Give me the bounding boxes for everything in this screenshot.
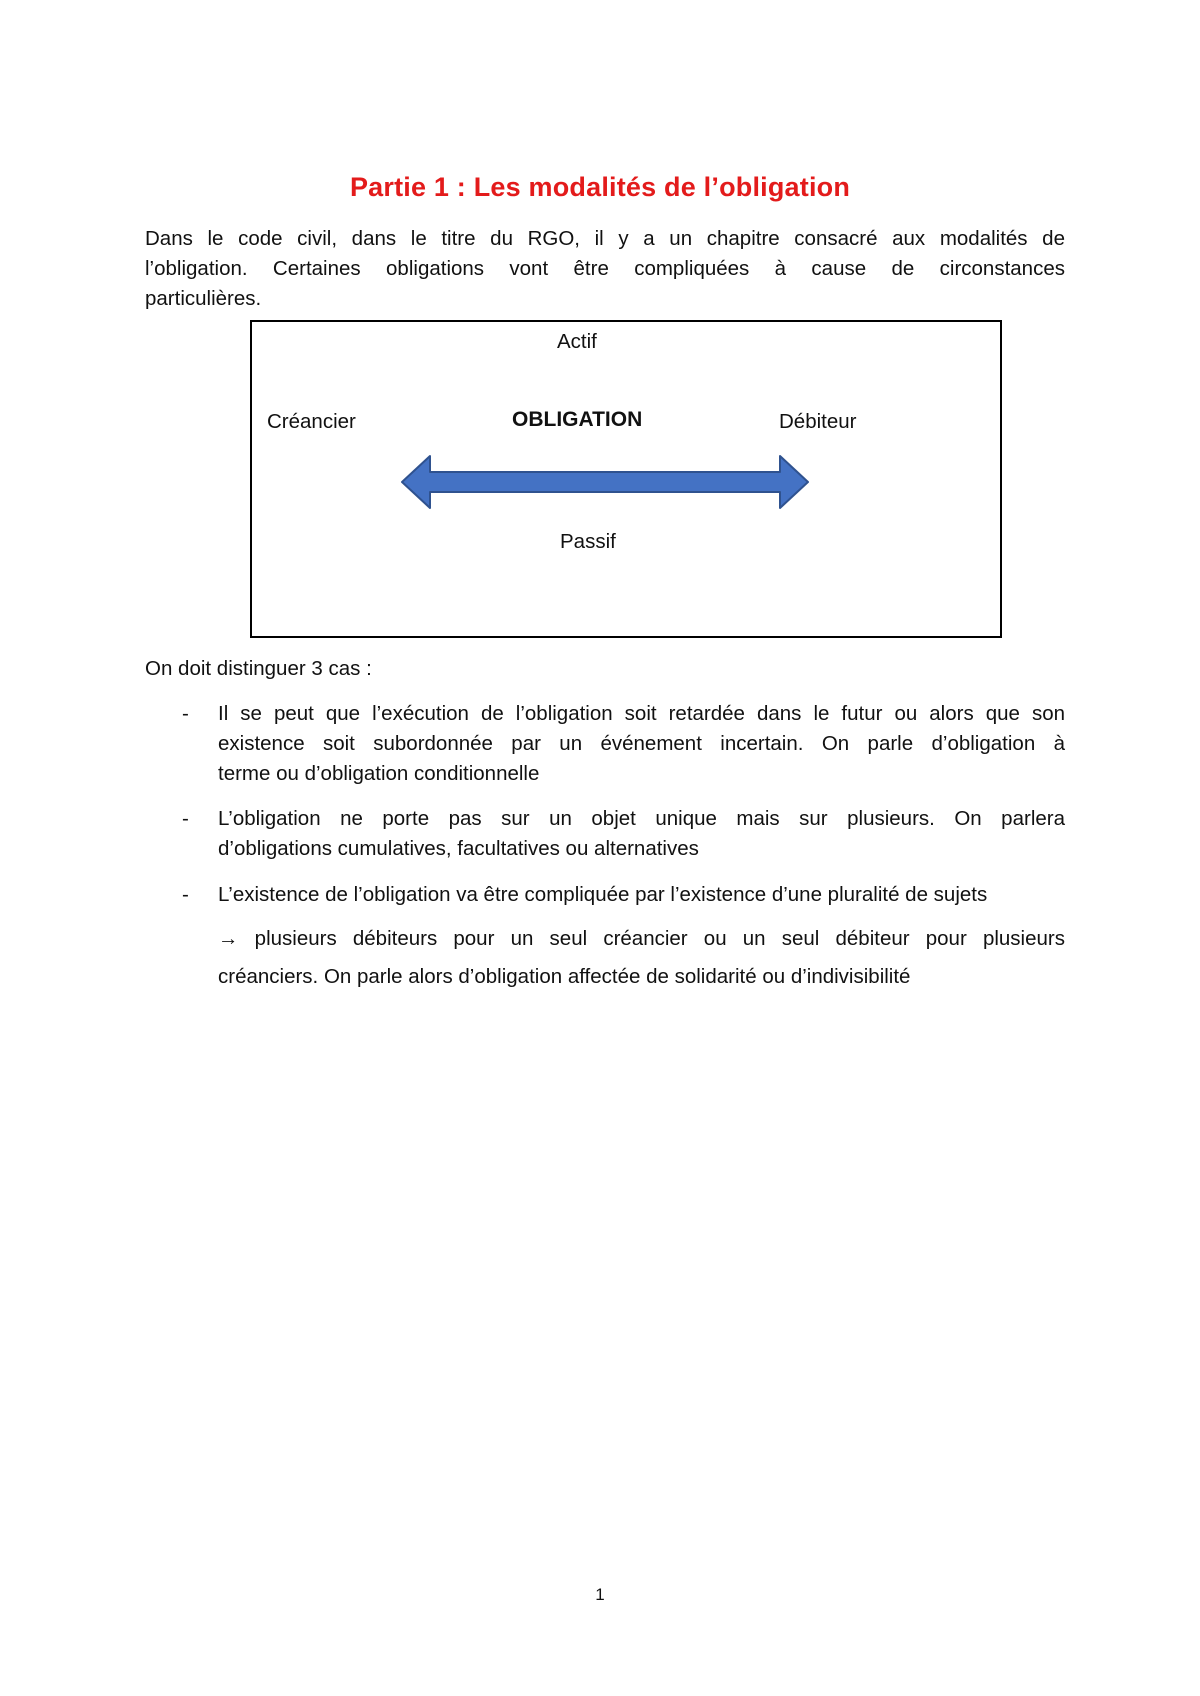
list-item-text: [218, 880, 1065, 910]
bullet-dash: -: [182, 702, 189, 725]
intro-line: l’obligation. Certaines obligations vont être compliquées à cause de circonstances: [145, 257, 1065, 280]
bullet-dash: -: [182, 883, 189, 906]
obligation-diagram: [250, 320, 1002, 638]
diagram-label-debiteur: Débiteur: [779, 410, 857, 433]
sub-point-line: [218, 920, 1065, 958]
diagram-label-obligation: OBLIGATION: [512, 408, 643, 431]
list-item-text: [218, 699, 1065, 789]
intro-paragraph: [145, 224, 1065, 314]
list-item-line: d’obligations cumulatives, facultatives ou alternatives: [218, 837, 699, 860]
double-arrow-icon: [400, 452, 820, 512]
list-item-text: [218, 804, 1065, 864]
diagram-label-actif: Actif: [557, 330, 597, 353]
page-title: Partie 1 : Les modalités de l’obligation: [349, 172, 851, 202]
right-arrow-icon: →: [218, 927, 239, 950]
list-item-line: terme ou d’obligation conditionnelle: [218, 762, 540, 785]
diagram-label-creancier: Créancier: [267, 410, 356, 433]
diagram-label-passif: Passif: [560, 530, 616, 553]
list-item-line: L’obligation ne porte pas sur un objet unique mais sur plusieurs. On parlera: [218, 807, 1065, 830]
bullet-dash: -: [182, 807, 189, 830]
intro-line: particulières.: [145, 287, 262, 310]
page-number: 1: [595, 1585, 605, 1604]
list-item-line: Il se peut que l’exécution de l’obligation soit retardée dans le futur ou alors que son: [218, 702, 1065, 725]
intro-line: Dans le code civil, dans le titre du RGO, il y a un chapitre consacré aux modalités de: [145, 227, 1065, 250]
sub-point-line: créanciers. On parle alors d’obligation affectée de solidarité ou d’indivisibilité: [218, 965, 911, 988]
sub-point-text: plusieurs débiteurs pour un seul créancier ou un seul débiteur pour plusieurs: [254, 927, 1065, 950]
list-item-line: existence soit subordonnée par un événement incertain. On parle d’obligation à: [218, 732, 1065, 755]
list-item-line: L’existence de l’obligation va être compliquée par l’existence d’une pluralité de sujets: [218, 883, 988, 906]
sub-point: [218, 920, 1065, 996]
cases-intro: On doit distinguer 3 cas :: [145, 657, 372, 680]
